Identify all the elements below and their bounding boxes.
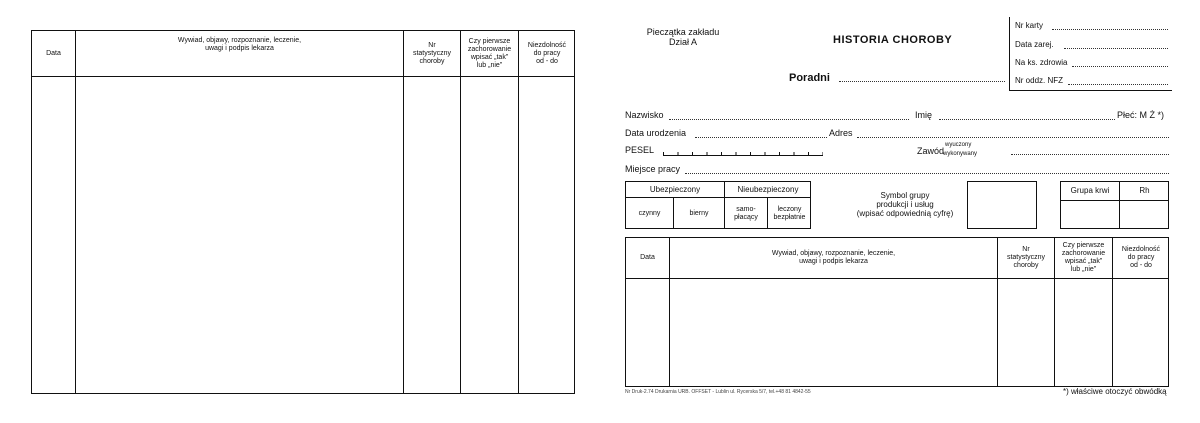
card-number-label: Nr karty	[1015, 21, 1043, 30]
left-col-stat-no: Nr statystyczny choroby	[412, 41, 452, 65]
address-field[interactable]	[857, 137, 1169, 138]
blood-group-box	[1060, 181, 1169, 229]
clinic-label: Poradni	[789, 72, 830, 84]
left-header-divider	[32, 76, 574, 77]
blood-group-label: Grupa krwi	[1070, 186, 1110, 195]
group-symbol-label: Symbol grupy produkcji i usług (wpisać odpowiednią cyfrę)	[856, 190, 954, 218]
insured-active-option[interactable]: czynny	[638, 209, 661, 217]
left-col-date: Data	[46, 49, 61, 57]
right-sheet	[605, 0, 1200, 423]
rh-label: Rh	[1139, 186, 1150, 195]
first-name-field[interactable]	[939, 119, 1115, 120]
form-title: HISTORIA CHOROBY	[833, 34, 953, 46]
insurance-box	[625, 181, 811, 229]
right-col-first-case: Czy pierwsze zachorowanie wpisać „tak” lub „nie”	[1061, 242, 1106, 273]
right-col-date: Data	[640, 254, 655, 261]
registration-date-label: Data zarej.	[1015, 40, 1054, 49]
first-name-label: Imię	[915, 110, 933, 120]
right-col-stat-no: Nr statystyczny choroby	[1006, 246, 1046, 269]
left-col-first-case: Czy pierwsze zachorowanie wpisać „tak” lub „nie”	[467, 37, 512, 69]
occupation-label: Zawód	[917, 146, 945, 156]
footnote: *) właściwe otoczyć obwódką	[1063, 387, 1167, 396]
card-number-field[interactable]	[1052, 29, 1168, 30]
workplace-label: Miejsce pracy	[625, 164, 681, 174]
left-col-incapacity: Niezdolność do pracy od - do	[527, 41, 567, 65]
occupation-learned-label: wyuczony	[945, 142, 972, 148]
right-col-description: Wywiad, objawy, rozpoznanie, leczenie, uwagi i podpis lekarza	[771, 250, 896, 265]
group-symbol-box[interactable]	[967, 181, 1037, 229]
left-sheet	[0, 0, 590, 423]
right-history-table	[625, 237, 1169, 387]
nfz-branch-field[interactable]	[1068, 84, 1168, 85]
pesel-field[interactable]	[663, 149, 823, 156]
treated-free-option[interactable]: leczony bezpłatnie	[773, 205, 806, 221]
surname-label: Nazwisko	[625, 110, 664, 120]
insured-header: Ubezpieczony	[649, 184, 701, 194]
birth-date-label: Data urodzenia	[625, 128, 687, 138]
clinic-field[interactable]	[839, 81, 1005, 82]
insured-passive-option[interactable]: bierny	[689, 209, 709, 217]
occupation-field[interactable]	[1011, 154, 1169, 155]
left-col-description: Wywiad, objawy, rozpoznanie, leczenie, uwagi i podpis lekarza	[177, 37, 302, 52]
card-info-box	[1009, 17, 1172, 91]
workplace-field[interactable]	[685, 173, 1169, 174]
stamp-label: Pieczątka zakładu Dział A	[646, 27, 720, 47]
health-book-label: Na ks. zdrowia	[1015, 58, 1068, 67]
address-label: Adres	[829, 128, 853, 138]
occupation-performed-label: wykonywany	[943, 151, 978, 157]
left-history-table	[31, 30, 575, 394]
self-paying-option[interactable]: samo- płacący	[734, 205, 758, 221]
right-col-incapacity: Niezdolność do pracy od - do	[1121, 246, 1161, 269]
uninsured-header: Nieubezpieczony	[737, 184, 799, 194]
nfz-branch-label: Nr oddz. NFZ	[1015, 76, 1064, 85]
pesel-label: PESEL	[625, 145, 655, 155]
sex-label[interactable]: Płeć: M Ż *)	[1117, 110, 1165, 120]
surname-field[interactable]	[669, 119, 909, 120]
health-book-field[interactable]	[1072, 66, 1168, 67]
registration-date-field[interactable]	[1064, 48, 1168, 49]
right-header-divider	[626, 278, 1168, 279]
printer-footer: Nr Druk-2.74 Drukarnia URB. OFFSET - Lublin ul. Rycerska 5/7, tel.+48 81 4842-55	[625, 389, 811, 395]
